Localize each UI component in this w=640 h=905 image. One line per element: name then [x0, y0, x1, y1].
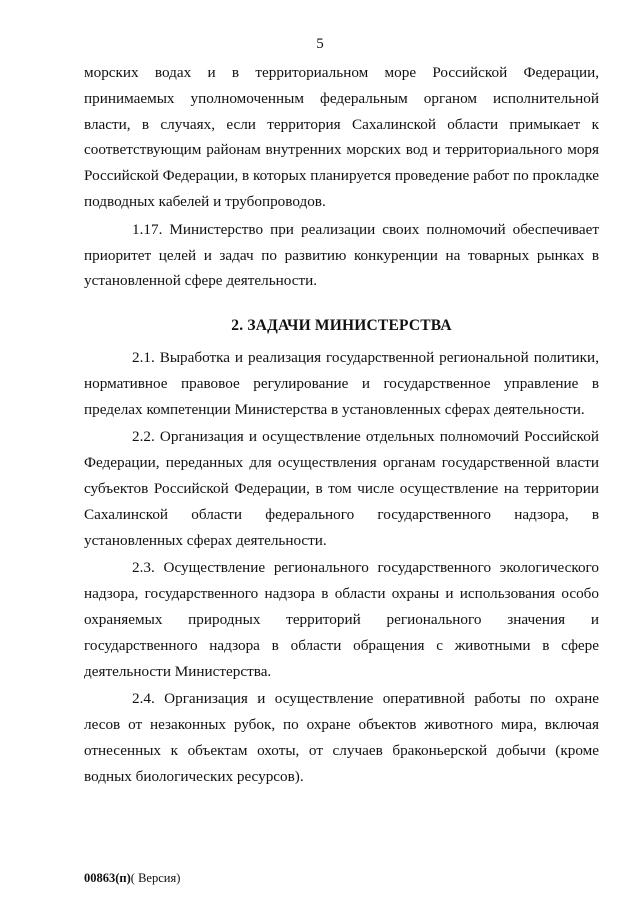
document-footer — [84, 871, 180, 886]
page-number: 5 — [316, 36, 324, 52]
paragraph-2-1: 2.1. Выработка и реализация государственной региональной политики, нормативное правовое регулирование и государственное управление в пределах компетенции Министерства в установленных сферах деятельности. — [84, 348, 599, 418]
document-body — [84, 60, 599, 790]
paragraph-continuation: морских водах и в территориальном море Российской Федерации, принимаемых уполномоченным федеральным органом исполнительной власти, в случаях, если территория Сахалинской области примыкает к соответствующим районам внутренних морских вод и территориального моря Российской Федерации, в которых планируется проведение работ по прокладке подводных кабелей и трубопроводов. — [84, 64, 599, 210]
paragraph-2-2: 2.2. Организация и осуществление отдельных полномочий Российской Федерации, переданных для осуществления органам государственной власти субъектов Российской Федерации, в том числе осуществление на территории Сахалинской области федерального государственного надзора, в установленных сферах деятельности. — [84, 428, 599, 549]
paragraph-2-4: 2.4. Организация и осуществление оперативной работы по охране лесов от незаконных рубок, по охране объектов животного мира, включая отнесенных к объектам охоты, от случаев браконьерской добычи (кроме водных биологических ресурсов). — [84, 690, 599, 785]
document-code: 00863(п) — [84, 871, 131, 885]
paragraph-1-17: 1.17. Министерство при реализации своих полномочий обеспечивает приоритет целей и задач по развитию конкуренции на товарных рынках в установленной сфере деятельности. — [84, 220, 599, 290]
document-version: ( Версия) — [130, 871, 181, 885]
paragraph-2-3: 2.3. Осуществление регионального государственного экологического надзора, государственного надзора в области охраны и использования особо охраняемых природных территорий регионального значения и государственного надзора в области обращения с животными в сфере деятельности Министерства. — [84, 559, 599, 680]
section-title: 2. ЗАДАЧИ МИНИСТЕРСТВА — [231, 317, 452, 335]
